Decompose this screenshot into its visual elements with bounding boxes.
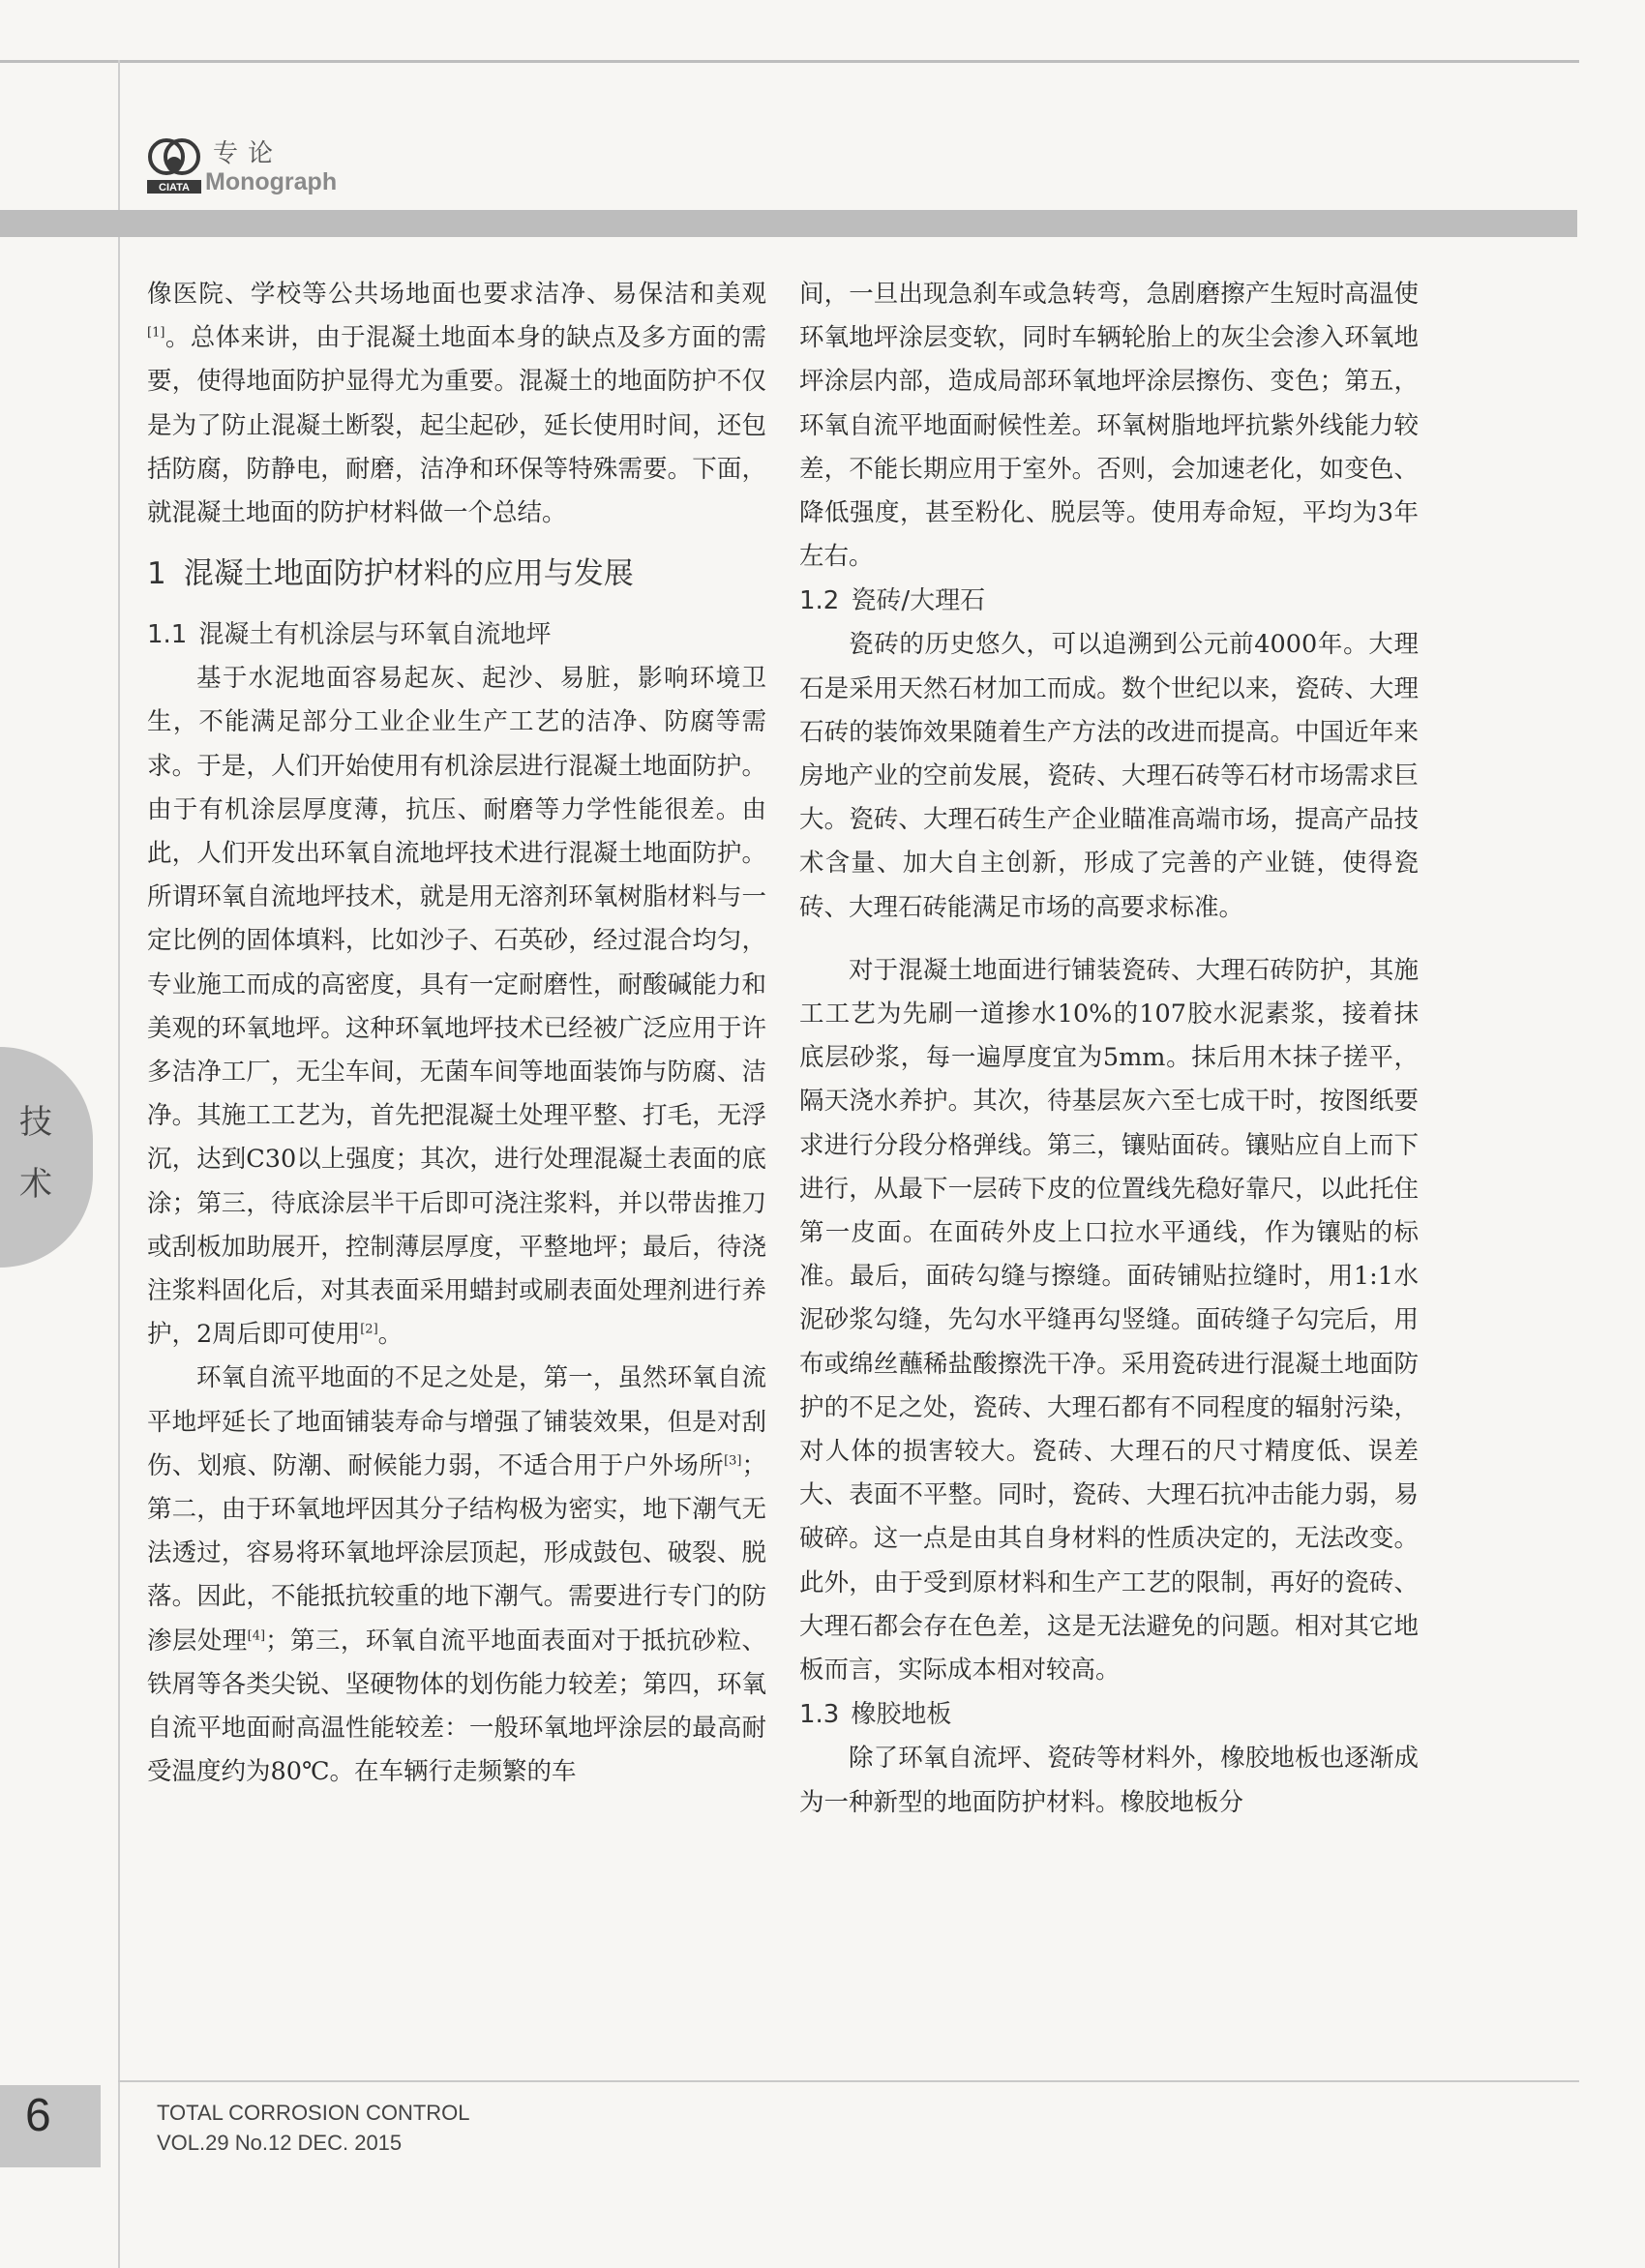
side-tab-label: 技术 xyxy=(19,1103,52,1204)
paragraph: 间，一旦出现急刹车或急转弯，急剧磨擦产生短时高温使环氧地坪涂层变软，同时车辆轮胎上的灰尘会渗入环氧地坪涂层内部，造成局部环氧地坪涂层擦伤、变色；第五，环氧自流平地面耐候性差。环氧树脂地坪抗紫外线能力较差，不能长期应用于室外。否则，会加速老化，如变色、降低强度，甚至粉化、脱层等。使用寿命短，平均为3年左右。 xyxy=(799,280,1419,572)
heading-text: 瓷砖/大理石 xyxy=(851,586,986,616)
paragraph: 对于混凝土地面进行铺装瓷砖、大理石砖防护，其施工工艺为先刷一道掺水10%的107胶水泥素浆，接着抹底层砂浆，每一遍厚度宜为5mm。抹后用木抹子搓平，隔天浇水养护。其次，待基层灰六至七成干时，按图纸要求进行分段分格弹线。第三，镶贴面砖。镶贴应自上而下进行，从最下一层砖下皮的位置线先稳好靠尺，以此托住第一皮面。在面砖外皮上口拉水平通线，作为镶贴的标准。最后，面砖勾缝与擦缝。面砖铺贴拉缝时，用1:1水泥砂浆勾缝，先勾水平缝再勾竖缝。面砖缝子勾完后，用布或绵丝蘸稀盐酸擦洗干净。采用瓷砖进行混凝土地面防护的不足之处，瓷砖、大理石都有不同程度的辐射污染，对人体的损害较大。瓷砖、大理石的尺寸精度低、误差大、表面不平整。同时，瓷砖、大理石抗冲击能力弱，易破碎。这一点是由其自身材料的性质决定的，无法改变。此外，由于受到原材料和生产工艺的限制，再好的瓷砖、大理石都会存在色差，这是无法避免的问题。相对其它地板而言，实际成本相对较高。 xyxy=(799,955,1419,1686)
heading-1-1 xyxy=(147,612,766,657)
paragraph: 除了环氧自流坪、瓷砖等材料外，橡胶地板也逐渐成为一种新型的地面防护材料。橡胶地板分 xyxy=(799,1744,1419,1817)
heading-number: 1.1 xyxy=(147,620,188,650)
page-number: 6 xyxy=(25,2090,51,2141)
heading-text: 橡胶地板 xyxy=(851,1700,952,1730)
top-rule xyxy=(0,60,1579,63)
section-title-en: Monograph xyxy=(205,168,338,195)
margin-rule xyxy=(118,60,120,2268)
heading-1 xyxy=(147,535,766,612)
left-column xyxy=(147,273,766,1795)
ciata-logo xyxy=(145,135,203,195)
paragraph: 瓷砖的历史悠久，可以追溯到公元前4000年。大理石是采用天然石材加工而成。数个世纪以来，瓷砖、大理石砖的装饰效果随着生产方法的改进而提高。中国近年来房地产业的空前发展，瓷砖、大理石砖等石材市场需求巨大。瓷砖、大理石砖生产企业瞄准高端市场，提高产品技术含量、加大自主创新，形成了完善的产业链，使得瓷砖、大理石砖能满足市场的高要求标准。 xyxy=(799,630,1419,922)
heading-1-2 xyxy=(799,579,1419,623)
footer xyxy=(157,2098,470,2158)
paragraph: 像医院、学校等公共场地面也要求洁净、易保洁和美观[1]。总体来讲，由于混凝土地面本身的缺点及多方面的需要，使得地面防护显得尤为重要。混凝土的地面防护不仅是为了防止混凝土断裂，起尘起砂，延长使用时间，还包括防腐，防静电，耐磨，洁净和环保等特殊需要。下面，就混凝土地面的防护材料做一个总结。 xyxy=(147,280,766,528)
citation: [3] xyxy=(724,1453,742,1469)
heading-text: 混凝土地面防护材料的应用与发展 xyxy=(183,556,634,592)
heading-1-3 xyxy=(799,1692,1419,1737)
citation: [4] xyxy=(247,1628,266,1644)
paragraph: 基于水泥地面容易起灰、起沙、易脏，影响环境卫生，不能满足部分工业企业生产工艺的洁净、防腐等需求。于是，人们开始使用有机涂层进行混凝土地面防护。由于有机涂层厚度薄，抗压、耐磨等力学性能很差。由此，人们开发出环氧自流地坪技术进行混凝土地面防护。所谓环氧自流地坪技术，就是用无溶剂环氧树脂材料与一定比例的固体填料，比如沙子、石英砂，经过混合均匀，专业施工而成的高密度，具有一定耐磨性，耐酸碱能力和美观的环氧地坪。这种环氧地坪技术已经被广泛应用于许多洁净工厂，无尘车间，无菌车间等地面装饰与防腐、洁净。其施工工艺为，首先把混凝土处理平整、打毛，无浮沉，达到C30以上强度；其次，进行处理混凝土表面的底涂；第三，待底涂层半干后即可浇注浆料，并以带齿推刀或刮板加助展开，控制薄层厚度，平整地坪；最后，待浇注浆料固化后，对其表面采用蜡封或刷表面处理剂进行养护，2周后即可使用[2]。 xyxy=(147,664,766,1350)
footer-rule xyxy=(118,2080,1579,2082)
journal-name: TOTAL CORROSION CONTROL xyxy=(157,2101,470,2125)
citation: [2] xyxy=(360,1322,378,1337)
section-header xyxy=(145,134,532,201)
journal-issue: VOL.29 No.12 DEC. 2015 xyxy=(157,2131,403,2155)
heading-number: 1.2 xyxy=(799,586,840,616)
paragraph: 环氧自流平地面的不足之处是，第一，虽然环氧自流平地坪延长了地面铺装寿命与增强了铺装效果，但是对刮伤、划痕、防潮、耐候能力弱，不适合用于户外场所[3]；第二，由于环氧地坪因其分子结构极为密实，地下潮气无法透过，容易将环氧地坪涂层顶起，形成鼓包、破裂、脱落。因此，不能抵抗较重的地下潮气。需要进行专门的防渗层处理[4]；第三，环氧自流平地面表面对于抵抗砂粒、铁屑等各类尖锐、坚硬物体的划伤能力较差；第四，环氧自流平地面耐高温性能较差：一般环氧地坪涂层的最高耐受温度约为80℃。在车辆行走频繁的车 xyxy=(147,1363,766,1787)
heading-number: 1 xyxy=(147,556,166,592)
page-number-box xyxy=(0,2085,101,2167)
side-tab xyxy=(0,1047,93,1268)
right-column xyxy=(799,273,1419,1825)
heading-number: 1.3 xyxy=(799,1700,840,1730)
citation: [1] xyxy=(147,325,165,341)
heading-text: 混凝土有机涂层与环氧自流地坪 xyxy=(198,620,552,650)
header-band xyxy=(0,210,1577,237)
section-title-cn: 专论 xyxy=(213,139,284,168)
logo-text: CIATA xyxy=(159,182,190,194)
